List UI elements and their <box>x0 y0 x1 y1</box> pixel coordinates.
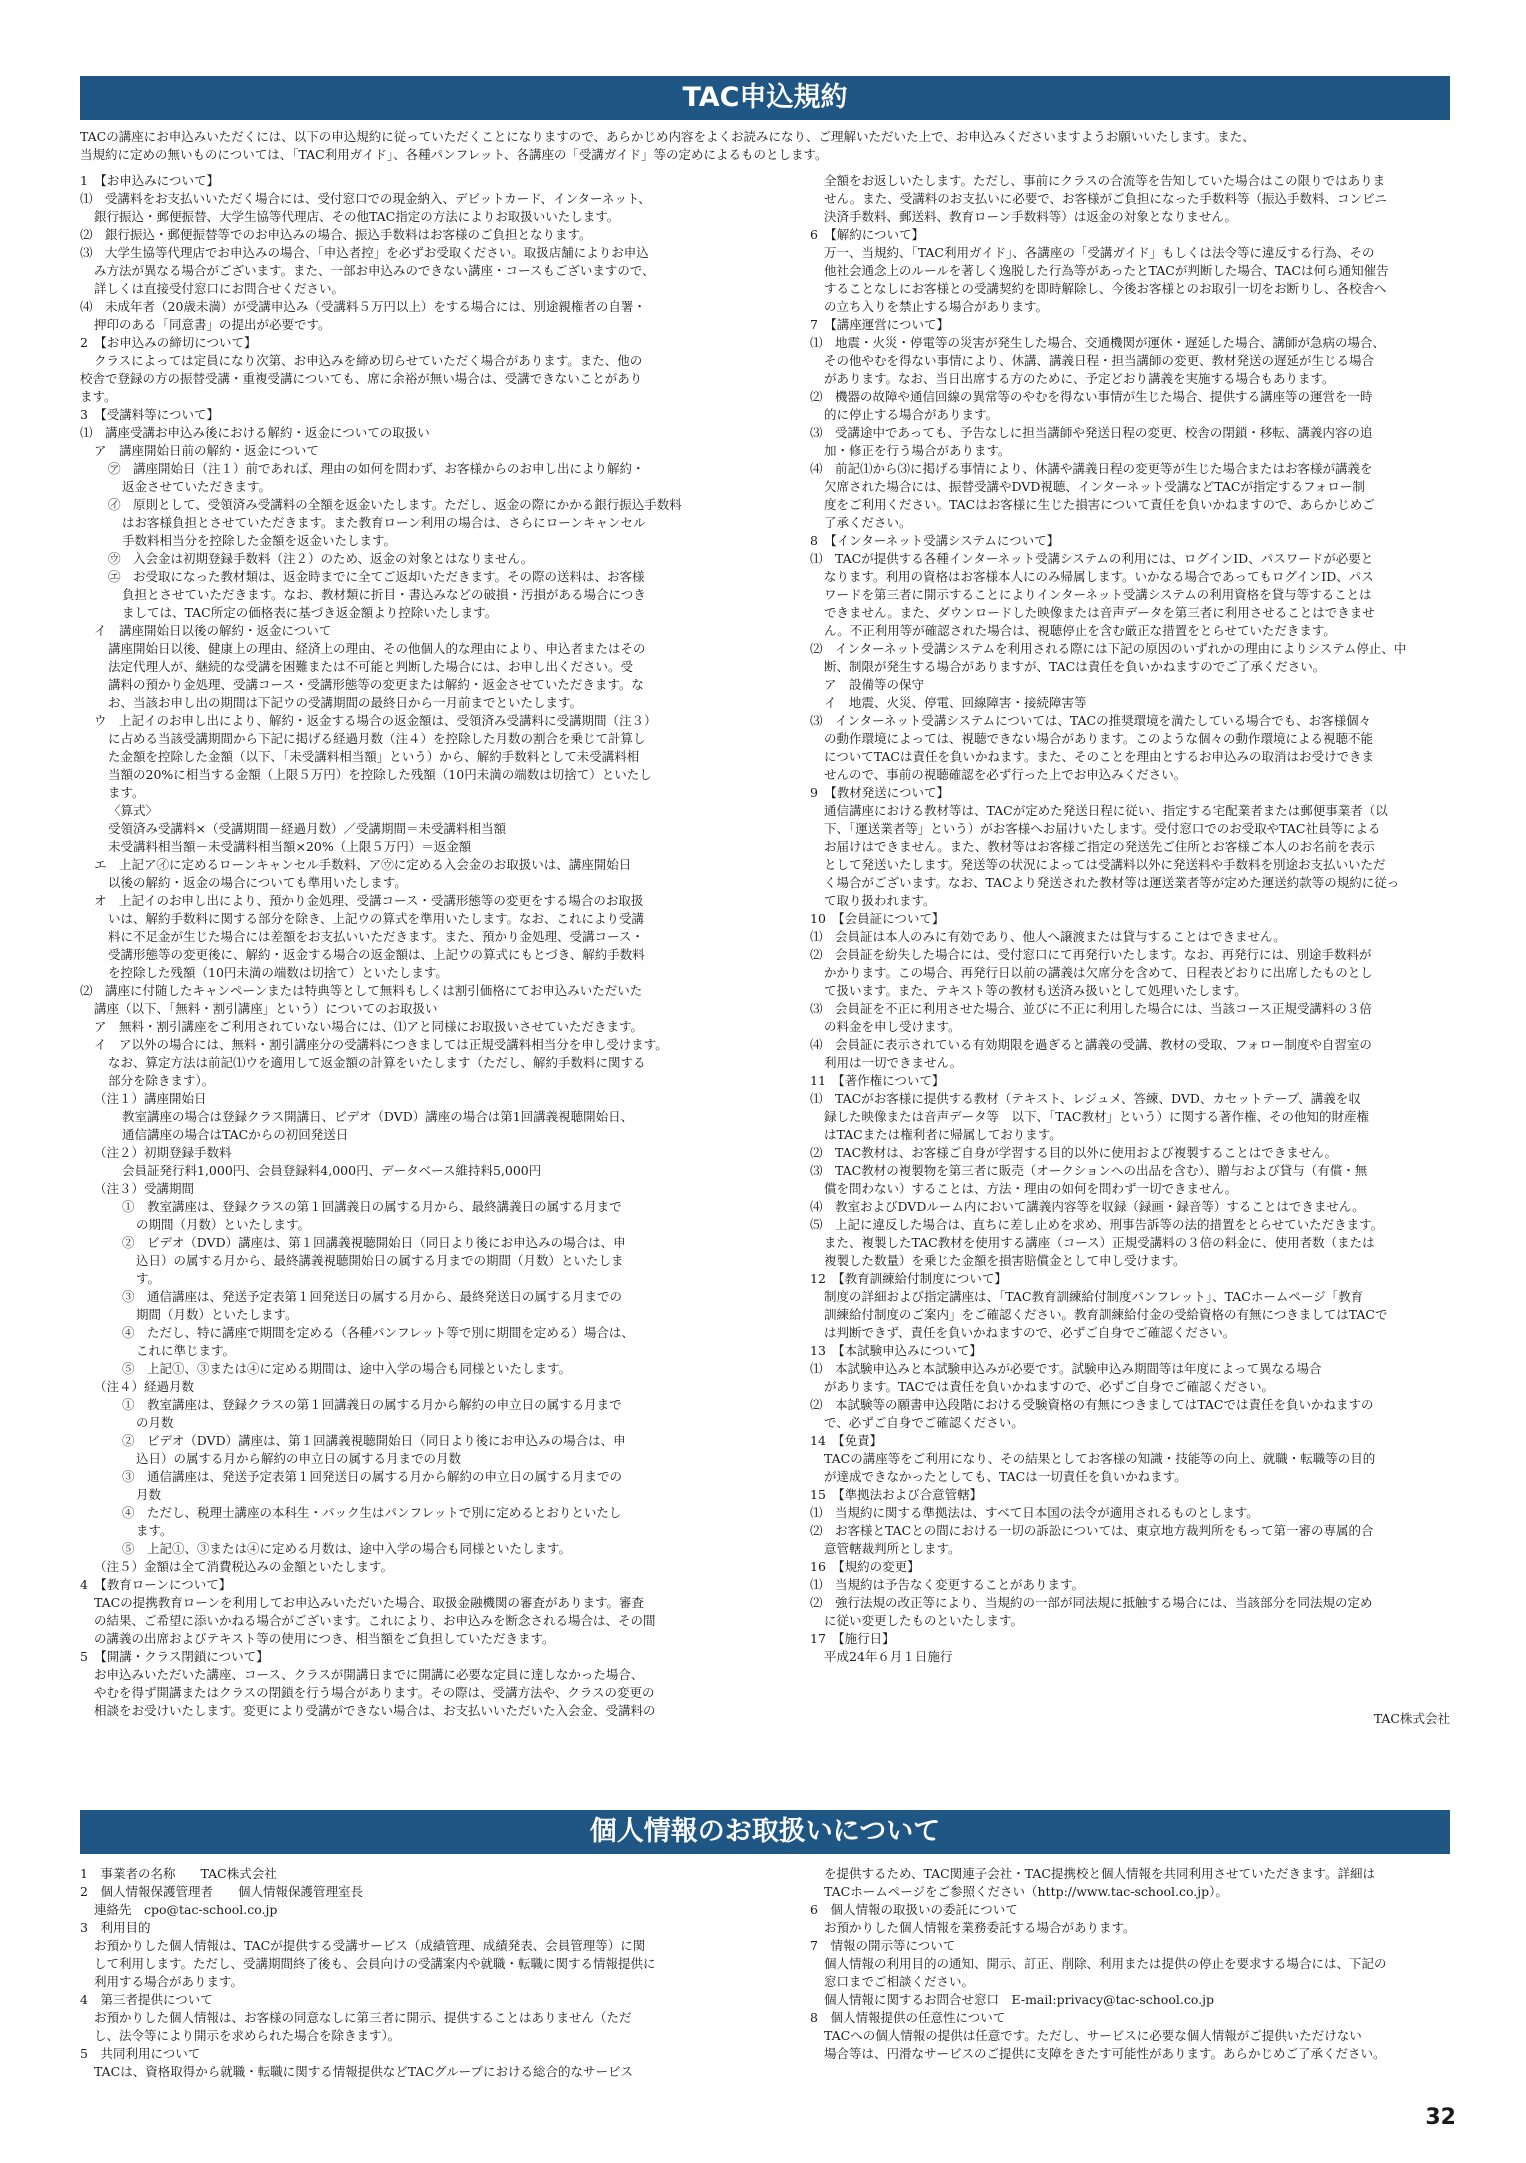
text-line: 場合等は、円滑なサービスのご提供に支障をきたす可能性があります。あらかじめご了承ください。 <box>824 2046 1386 2061</box>
text-line: ア 設備等の保守 <box>824 677 925 692</box>
text-line: イ 講座開始日以後の解約・返金について <box>94 623 332 638</box>
text-line: オ 上記イのお申し出により、預かり金処理、受講コース・受講形態等の変更をする場合のお取扱 <box>94 893 644 908</box>
text-line: TACの提携教育ローンを利用してお申込みいただいた場合、取扱金融機関の審査があります。審査 <box>94 1595 644 1610</box>
text-line: お申込みいただいた講座、コース、クラスが開講日までに開講に必要な定員に達しなかった場合、 <box>94 1667 644 1682</box>
text-line: イ 地震、火災、停電、回線障害・接続障害等 <box>824 695 1087 710</box>
text-line: を提供するため、TAC関連子会社・TAC提携校と個人情報を共同利用させていただきます。詳細は <box>824 1866 1375 1881</box>
text-line: ⑶ 受講途中であっても、予告なしに担当講師や発送日程の変更、校舎の閉鎖・移転、講義内容の追 <box>810 425 1373 440</box>
text-line: 5 【開講・クラス閉鎖について】 <box>80 1649 269 1664</box>
intro-paragraph <box>80 128 1450 164</box>
text-line: 6 個人情報の取扱いの委託について <box>810 1902 1018 1917</box>
text-line: クラスによっては定員になり次第、お申込みを締め切らせていただく場合があります。また、他の <box>94 353 643 368</box>
text-line: 4 【教育ローンについて】 <box>80 1577 232 1592</box>
text-line: TACは、資格取得から就職・転職に関する情報提供などTACグループにおける総合的なサービス <box>94 2064 633 2079</box>
text-line: 断、制限が発生する場合がありますが、TACは責任を負いかねますのでご了承ください。 <box>824 659 1326 674</box>
text-line: ⑴ 当規約は予告なく変更することがあります。 <box>810 1577 1085 1592</box>
text-line: の講義の出席およびテキスト等の使用につき、相当額をご負担していただきます。 <box>94 1631 555 1646</box>
text-line: ① 教室講座は、登録クラスの第１回講義日の属する月から、最終講義日の属する月まで <box>122 1199 622 1214</box>
text-line: ⑶ 大学生協等代理店でお申込みの場合、「申込者控」を必ずお受取ください。取扱店舗によりお申込 <box>80 245 649 260</box>
text-line: ア 講座開始日前の解約・返金について <box>94 443 319 458</box>
text-line: 4 第三者提供について <box>80 1992 213 2007</box>
text-line: 法定代理人が、継続的な受講を困難または不可能と判断した場合には、お申し出ください。受 <box>108 659 634 674</box>
text-line: ⑴ 受講料をお支払いいただく場合には、受付窓口での現金納入、デビットカード、インターネット、 <box>80 191 651 206</box>
text-line: 的に停止する場合があります。 <box>824 407 999 422</box>
text-line: 1 事業者の名称 TAC株式会社 <box>80 1866 277 1881</box>
text-line: ④ ただし、特に講座で期間を定める（各種パンフレット等で別に期間を定める）場合は、 <box>122 1325 634 1340</box>
text-line: ③ 通信講座は、発送予定表第１回発送日の属する月から、最終発送日の属する月までの <box>122 1289 623 1304</box>
text-line: 個人情報の利用目的の通知、開示、訂正、削除、利用または提供の停止を要求する場合には、下記の <box>824 1956 1387 1971</box>
text-line: はお客様負担とさせていただきます。また教育ローン利用の場合は、さらにローンキャンセル <box>122 515 646 530</box>
text-line: 未受講料相当額－未受講料相当額×20%（上限５万円）＝返金額 <box>108 839 472 854</box>
privacy-title: 個人情報のお取扱いについて <box>589 1816 941 1847</box>
text-line: 手数料相当分を控除した金額を返金いたします。 <box>122 533 397 548</box>
text-line: 他社会通念上のルールを著しく逸脱した行為等があったとTACが判断した場合、TACは何ら通知催告 <box>824 263 1389 278</box>
text-line: して利用します。ただし、受講期間終了後も、会員向けの受講案内や就職・転職に関する情報提供に <box>94 1956 656 1971</box>
text-line: た金額を控除した金額（以下、「未受講料相当額」という）から、解約手数料として未受講料相 <box>108 749 640 764</box>
text-line: み方法が異なる場合がございます。また、一部お申込みのできない講座・コースもございますので、 <box>94 263 655 278</box>
text-line: イ ア以外の場合には、無料・割引講座分の受講料につきましては正規受講料相当分を申し受けます。 <box>94 1037 668 1052</box>
text-line: 銀行振込・郵便振替、大学生協等代理店、その他TAC指定の方法によりお取扱いいたします。 <box>94 209 620 224</box>
text-line: 12 【教育訓練給付制度について】 <box>810 1271 1007 1286</box>
text-line: これに準じます。 <box>136 1343 236 1358</box>
text-line: ア 無料・割引講座をご利用されていない場合には、⑴アと同様にお取扱いさせていただきます。 <box>94 1019 644 1034</box>
text-line: 6 【解約について】 <box>810 227 924 242</box>
text-line: し、法令等により開示を求められた場合を除きます）。 <box>94 2028 401 2043</box>
text-line: に従い変更したものといたします。 <box>824 1613 1024 1628</box>
text-line: ⑷ 教室およびDVDルーム内において講義内容等を収録（録画・録音等）することはできません。 <box>810 1199 1365 1214</box>
text-line: ⑵ 銀行振込・郵便振替等でのお申込みの場合、振込手数料はお客様のご負担となります。 <box>80 227 592 242</box>
text-line: 平成24年６月１日施行 <box>824 1649 953 1664</box>
text-line: ㋓ お受取になった教材類は、返金時までに全てご返却いただきます。その際の送料は、お客様 <box>108 569 645 584</box>
text-line: 料に不足金が生じた場合には差額をお支払いいただきます。また、預かり金処理、受講コース・ <box>108 929 644 944</box>
text-line: 10 【会員証について】 <box>810 911 945 926</box>
text-line: （注２）初期登録手数料 <box>94 1145 232 1160</box>
text-line: の動作環境によっては、視聴できない場合があります。このような個々の動作環境による視聴不能 <box>824 731 1374 746</box>
text-line: 9 【教材発送について】 <box>810 785 949 800</box>
text-line: せんので、事前の視聴確認を必ず行った上でお申込みください。 <box>824 767 1187 782</box>
text-line: TACの講座等をご利用になり、その結果としてお客様の知識・技能等の向上、就職・転職等の目的 <box>824 1451 1376 1466</box>
company-name: TAC株式会社 <box>1373 1711 1450 1726</box>
text-line: ㋒ 入会金は初期登録手数料（注２）のため、返金の対象とはなりません。 <box>108 551 534 566</box>
text-line: の結果、ご希望に添いかねる場合がございます。これにより、お申込みを断念される場合は、その間 <box>94 1613 656 1628</box>
text-line: ⑵ インターネット受講システムを利用される際には下記の原因のいずれかの理由によりシステム停止、中 <box>810 641 1407 656</box>
text-line: やむを得ず開講またはクラスの閉鎖を行う場合があります。その際は、受講方法や、クラスの変更の <box>94 1685 655 1700</box>
text-line: ㋑ 原則として、受領済み受講料の全額を返金いたします。ただし、返金の際にかかる銀行振込手数料 <box>108 497 682 512</box>
text-line: ウ 上記イのお申し出により、解約・返金する場合の返金額は、受領済み受講料に受講期間（注３） <box>94 713 657 728</box>
text-line: ます。 <box>80 389 117 404</box>
text-line: なります。利用の資格はお客様本人にのみ帰属します。いかなる場合であってもログインID、パス <box>824 569 1374 584</box>
text-line: ⑴ 地震・火災・停電等の災害が発生した場合、交通機関が運休・遅延した場合、講師が急病の場合、 <box>810 335 1386 350</box>
text-line: 通信講座の場合はTACからの初回発送日 <box>122 1127 349 1142</box>
text-line: ㋐ 講座開始日（注１）前であれば、理由の如何を問わず、お客様からのお申し出により解約・ <box>108 461 645 476</box>
text-line: 個人情報に関するお問合せ窓口 E-mail:privacy@tac-school.co.jp <box>824 1992 1214 2007</box>
text-line: TACホームページをご参照ください（http://www.tac-school.co.jp）。 <box>824 1884 1228 1899</box>
text-line: はTACまたは権利者に帰属しております。 <box>824 1127 1062 1142</box>
text-line: 3 【受講料等について】 <box>80 407 219 422</box>
text-line: 受講形態等の変更後に、解約・返金する場合の返金額は、上記ウの算式にもとづき、解約手数料 <box>108 947 645 962</box>
text-line: 受領済み受講料×（受講期間－経過月数）／受講期間＝未受講料相当額 <box>108 821 506 836</box>
text-line: TACへの個人情報の提供は任意です。ただし、サービスに必要な個人情報がご提供いただけない <box>824 2028 1362 2043</box>
text-line: ⑴ 講座受講お申込み後における解約・返金についての取扱い <box>80 425 430 440</box>
text-line: ⑷ 前記⑴から⑶に掲げる事情により、休講や講義日程の変更等が生じた場合またはお客様が講義を <box>810 461 1373 476</box>
text-line: ⑵ 会員証を紛失した場合には、受付窓口にて再発行いたします。なお、再発行には、別途手数料が <box>810 947 1372 962</box>
text-line: として発送いたします。発送等の状況によっては受講料以外に発送料や手数料を別途お支払いいただ <box>824 857 1386 872</box>
text-line: ⑸ 上記に違反した場合は、直ちに差し止めを求め、刑事告訴等の法的措置をとらせていただきます。 <box>810 1217 1384 1232</box>
text-line: 連絡先 cpo@tac-school.co.jp <box>94 1902 278 1917</box>
text-line: 詳しくは直接受付窓口にお問合せください。 <box>94 281 345 296</box>
text-line: 8 【インターネット受講システムについて】 <box>810 533 1060 548</box>
text-line: 返金させていただきます。 <box>122 479 272 494</box>
text-line: （注４）経過月数 <box>94 1379 195 1394</box>
text-line: 全額をお返しいたします。ただし、事前にクラスの合流等を告知していた場合はこの限りではありま <box>824 173 1386 188</box>
text-line: 償を問わない）することは、方法・理由の如何を問わず一切できません。 <box>824 1181 1238 1196</box>
privacy-title-banner <box>80 1810 1450 1854</box>
text-line: 11 【著作権について】 <box>810 1073 945 1088</box>
text-line: 利用は一切できません。 <box>824 1055 963 1070</box>
text-line: することなしにお客様との受講契約を即時解除し、今後お客様とのお取引一切をお断りし、各校舎へ <box>824 281 1387 296</box>
text-line: ④ ただし、税理士講座の本科生・パック生はパンフレットで別に定めるとおりといたし <box>122 1505 622 1520</box>
text-line: 14 【免責】 <box>810 1433 883 1448</box>
text-line: 8 個人情報提供の任意性について <box>810 2010 1006 2025</box>
terms-title-banner <box>80 76 1450 120</box>
text-line: ます。 <box>136 1523 173 1538</box>
terms-right-column <box>810 172 1450 1666</box>
text-line: 部分を除きます）。 <box>108 1073 215 1088</box>
text-line: 講料の預かり金処理、受講コース・受講形態等の変更または解約・返金させていただきます。な <box>108 677 644 692</box>
text-line: て取り扱われます。 <box>824 893 936 908</box>
text-line: ② ビデオ（DVD）講座は、第１回講義視聴開始日（同日より後にお申込みの場合は、申 <box>122 1235 626 1250</box>
page-number: 32 <box>1425 2105 1456 2130</box>
text-line: ⑴ TACがお客様に提供する教材（テキスト、レジュメ、答練、DVD、カセットテープ、講義を収 <box>810 1091 1361 1106</box>
text-line: 負担とさせていただきます。なお、教材類に折目・書込みなどの破損・汚損がある場合につき <box>122 587 646 602</box>
text-line: 15 【準拠法および合意管轄】 <box>810 1487 983 1502</box>
text-line: ⑤ 上記①、③または④に定める期間は、途中入学の場合も同様といたします。 <box>122 1361 572 1376</box>
text-line: 込日）の属する月から解約の申立日の属する月までの月数 <box>136 1451 462 1466</box>
text-line: 2 個人情報保護管理者 個人情報保護管理室長 <box>80 1884 363 1899</box>
text-line: があります。TACでは責任を負いかねますので、必ずご自身でご確認ください。 <box>824 1379 1274 1394</box>
text-line: 3 利用目的 <box>80 1920 151 1935</box>
text-line: す。 <box>136 1271 161 1286</box>
text-line: できません。また、ダウンロードした映像または音声データを第三者に利用させることはできませ <box>824 605 1375 620</box>
text-line: 7 情報の開示等について <box>810 1938 956 1953</box>
text-line: その他やむを得ない事情により、休講、講義日程・担当講師の変更、教材発送の遅延が生じる場合 <box>824 353 1375 368</box>
text-line: 期間（月数）といたします。 <box>136 1307 298 1322</box>
text-line: 1 【お申込みについて】 <box>80 173 219 188</box>
terms-left-column <box>80 172 748 1720</box>
text-line: 以後の解約・返金の場合についても準用いたします。 <box>108 875 407 890</box>
text-line: 利用する場合があります。 <box>94 1974 244 1989</box>
text-line: 2 【お申込みの締切について】 <box>80 335 257 350</box>
intro-line: 当規約に定めの無いものについては、「TAC利用ガイド」、各種パンフレット、各講座の「受講ガイド」等の定めによるものとします。 <box>80 147 828 162</box>
text-line: を控除した残額（10円未満の端数は切捨て）といたします。 <box>108 965 448 980</box>
terms-title: TAC申込規約 <box>682 82 848 113</box>
text-line: 加・修正を行う場合があります。 <box>824 443 1011 458</box>
text-line: 窓口までご相談ください。 <box>824 1974 975 1989</box>
text-line: ⑶ インターネット受講システムについては、TACの推奨環境を満たしている場合でも、お客様個々 <box>810 713 1372 728</box>
text-line: かかります。この場合、再発行日以前の講義は欠席分を含めて、日程表どおりに出席したものとし <box>824 965 1373 980</box>
text-line: 押印のある「同意書」の提出が必要です。 <box>94 317 331 332</box>
text-line: ⑤ 上記①、③または④に定める月数は、途中入学の場合も同様といたします。 <box>122 1541 572 1556</box>
text-line: 7 【講座運営について】 <box>810 317 949 332</box>
text-line: なお、算定方法は前記⑴ウを適用して返金額の計算をいたします（ただし、解約手数料に関する <box>108 1055 646 1070</box>
text-line: 講座開始日以後、健康上の理由、経済上の理由、その他個人的な理由により、申込者またはその <box>108 641 646 656</box>
text-line: 欠席された場合には、振替受講やDVD視聴、インターネット受講などTACが指定するフォロー制 <box>824 479 1365 494</box>
privacy-left-column <box>80 1865 748 2081</box>
text-line: 決済手数料、郵送料、教育ローン手数料等）は返金の対象となりません。 <box>824 209 1238 224</box>
text-line: 17 【施行日】 <box>810 1631 895 1646</box>
text-line: 校舎で登録の方の振替受講・重複受講についても、席に余裕が無い場合は、受講できないことがあり <box>80 371 643 386</box>
text-line: エ 上記ア㋑に定めるローンキャンセル手数料、ア㋒に定める入会金のお取扱いは、講座開始日 <box>94 857 632 872</box>
text-line: お届けはできません。また、教材等はお客様ご指定の発送先ご住所とお客様ご本人のお名前を表示 <box>824 839 1375 854</box>
text-line: お預かりした個人情報は、TACが提供する受講サービス（成績管理、成績発表、会員管理等）に関 <box>94 1938 646 1953</box>
text-line: 教室講座の場合は登録クラス開講日、ビデオ（DVD）講座の場合は第1回講義視聴開始日、 <box>122 1109 634 1124</box>
text-line: 制度の詳細および指定講座は、「TAC教育訓練給付制度パンフレット」、TACホームページ「教育 <box>824 1289 1364 1304</box>
text-line: ⑷ 未成年者（20歳未満）が受講申込み（受講料５万円以上）をする場合には、別途親権者の自署・ <box>80 299 646 314</box>
text-line: いは、解約手数料に関する部分を除き、上記ウの算式を準用いたします。なお、これにより受講 <box>108 911 645 926</box>
intro-line: TACの講座にお申込みいただくには、以下の申込規約に従っていただくことになりますので、あらかじめ内容をよくお読みになり、ご理解いただいた上で、お申込みくださいますようお願いいたします。また、 <box>80 129 1255 144</box>
text-line: 講座（以下、「無料・割引講座」という）についてのお取扱い <box>94 1001 438 1016</box>
text-line: の料金を申し受けます。 <box>824 1019 961 1034</box>
text-line: お預かりした個人情報は、お客様の同意なしに第三者に開示、提供することはありません（ただ <box>94 2010 632 2025</box>
text-line: 13 【本試験申込みについて】 <box>810 1343 982 1358</box>
text-line: て扱います。また、テキスト等の教材も送済み扱いとして処理いたします。 <box>824 983 1247 998</box>
text-line: ⑶ 会員証を不正に利用させた場合、並びに不正に利用した場合には、当該コース正規受講料の３倍 <box>810 1001 1372 1016</box>
text-line: ⑵ 本試験等の願書申込段階における受験資格の有無につきましてはTACでは責任を負いかねますの <box>810 1397 1374 1412</box>
text-line: （注１）講座開始日 <box>94 1091 207 1106</box>
text-line: （注５）金額は全て消費税込みの金額といたします。 <box>94 1559 394 1574</box>
text-line: 月数 <box>136 1487 162 1502</box>
text-line: についてTACは責任を負いかねます。また、そのことを理由とするお申込みの取消はお受けできま <box>824 749 1374 764</box>
text-line: ⑴ 会員証は本人のみに有効であり、他人へ譲渡または貸与することはできません。 <box>810 929 1286 944</box>
text-line: ⑵ 機器の故障や通信回線の異常等のやむを得ない事情が生じた場合、提供する講座等の運営を一時 <box>810 389 1373 404</box>
text-line: で、必ずご自身でご確認ください。 <box>824 1415 1024 1430</box>
text-line: ⑵ 強行法規の改正等により、当規約の一部が同法規に抵触する場合には、当該部分を同法規の定め <box>810 1595 1373 1610</box>
text-line: 録した映像または音声データ等 以下、「TAC教材」という）に関する著作権、その他知的財産権 <box>824 1109 1369 1124</box>
text-line: ん。不正利用等が確認された場合は、視聴停止を含む厳正な措置をとらせていただきます。 <box>824 623 1336 638</box>
text-line: また、複製したTAC教材を使用する講座（コース）正規受講料の３倍の料金に、使用者数（または <box>824 1235 1375 1250</box>
text-line: 込日）の属する月から、最終講義視聴開始日の属する月までの期間（月数）といたしま <box>136 1253 624 1268</box>
text-line: が達成できなかったとしても、TACは一切責任を負いかねます。 <box>824 1469 1187 1484</box>
text-line: ① 教室講座は、登録クラスの第１回講義日の属する月から解約の申立日の属する月まで <box>122 1397 622 1412</box>
privacy-right-column <box>810 1865 1450 2063</box>
text-line: 度をご利用ください。TACはお客様に生じた損害について責任を負いかねますので、あらかじめご <box>824 497 1375 512</box>
text-line: ⑵ お客様とTACとの間における一切の訴訟については、東京地方裁判所をもって第一審の専属的合 <box>810 1523 1374 1538</box>
text-line: ⑵ 講座に付随したキャンペーンまたは特典等として無料もしくは割引価格にてお申込みいただいた <box>80 983 643 998</box>
text-line: 了承ください。 <box>824 515 912 530</box>
text-line: 訓練給付制度のご案内」をご確認ください。教育訓練給付金の受給資格の有無につきましてはTACで <box>824 1307 1388 1322</box>
text-line: に占める当該受講期間から下記に掲げる経過月数（注４）を控除した月数の割合を乗じて計算し <box>108 731 646 746</box>
text-line: 5 共同利用について <box>80 2046 201 2061</box>
text-line: 通信講座における教材等は、TACが定めた発送日程に従い、指定する宅配業者または郵便事業者（以 <box>824 803 1388 818</box>
text-line: 会員証発行料1,000円、会員登録料4,000円、データベース維持料5,000円 <box>122 1163 542 1178</box>
text-line: お預かりした個人情報を業務委託する場合があります。 <box>824 1920 1136 1935</box>
text-line: ⑷ 会員証に表示されている有効期限を過ぎると講義の受講、教材の受取、フォロー制度や自習室の <box>810 1037 1372 1052</box>
text-line: ⑴ 本試験申込みと本試験申込みが必要です。試験申込み期間等は年度によって異なる場合 <box>810 1361 1322 1376</box>
text-line: の月数 <box>136 1415 174 1430</box>
text-line: せん。また、受講料のお支払いに必要で、お客様がご負担になった手数料等（振込手数料、コンビニ <box>824 191 1388 206</box>
text-line: 16 【規約の変更】 <box>810 1559 920 1574</box>
text-line: ます。 <box>108 785 145 800</box>
text-line: ⑵ TAC教材は、お客様ご自身が学習する目的以外に使用および複製することはできません。 <box>810 1145 1337 1160</box>
text-line: お、当該お申し出の期間は下記ウの受講期間の最終日から一月前までといたします。 <box>108 695 583 710</box>
text-line: 〈算式〉 <box>108 803 159 818</box>
text-line: ③ 通信講座は、発送予定表第１回発送日の属する月から解約の申立日の属する月までの <box>122 1469 623 1484</box>
text-line: く場合がございます。なお、TACより発送された教材等は運送業者等が定めた運送約款等の規約に従っ <box>824 875 1400 890</box>
text-line: の立ち入りを禁止する場合があります。 <box>824 299 1049 314</box>
text-line: は判断できず、責任を負いかねますので、必ずご自身でご確認ください。 <box>824 1325 1236 1340</box>
text-line: （注３）受講期間 <box>94 1181 195 1196</box>
text-line: があります。なお、当日出席する方のために、予定どおり講義を実施する場合もあります。 <box>824 371 1335 386</box>
text-line: 当額の20%に相当する金額（上限５万円）を控除した残額（10円未満の端数は切捨て）といたし <box>108 767 652 782</box>
text-line: 万一、当規約、「TAC利用ガイド」、各講座の「受講ガイド」もしくは法令等に違反する行為、その <box>824 245 1375 260</box>
text-line: ⑴ 当規約に関する準拠法は、すべて日本国の法令が適用されるものとします。 <box>810 1505 1259 1520</box>
text-line: 複製した数量）を乗じた金額を損害賠償金として申し受けます。 <box>824 1253 1186 1268</box>
text-line: 相談をお受けいたします。変更により受講ができない場合は、お支払いいただいた入会金、受講料の <box>94 1703 656 1718</box>
text-line: ましては、TAC所定の価格表に基づき返金額より控除いたします。 <box>122 605 498 620</box>
text-line: ② ビデオ（DVD）講座は、第１回講義視聴開始日（同日より後にお申込みの場合は、申 <box>122 1433 626 1448</box>
text-line: ⑴ TACが提供する各種インターネット受講システムの利用には、ログインID、パスワードが必要と <box>810 551 1374 566</box>
text-line: 下、「運送業者等」という）がお客様へお届けいたします。受付窓口でのお受取やTAC社員等による <box>824 821 1381 836</box>
text-line: ⑶ TAC教材の複製物を第三者に販売（オークションへの出品を含む）、贈与および貸与（有償・無 <box>810 1163 1368 1178</box>
text-line: ワードを第三者に開示することによりインターネット受講システムの利用資格を貸与等することは <box>824 587 1372 602</box>
text-line: 意管轄裁判所とします。 <box>824 1541 961 1556</box>
text-line: の期間（月数）といたします。 <box>136 1217 311 1232</box>
company-signature <box>810 1710 1450 1728</box>
